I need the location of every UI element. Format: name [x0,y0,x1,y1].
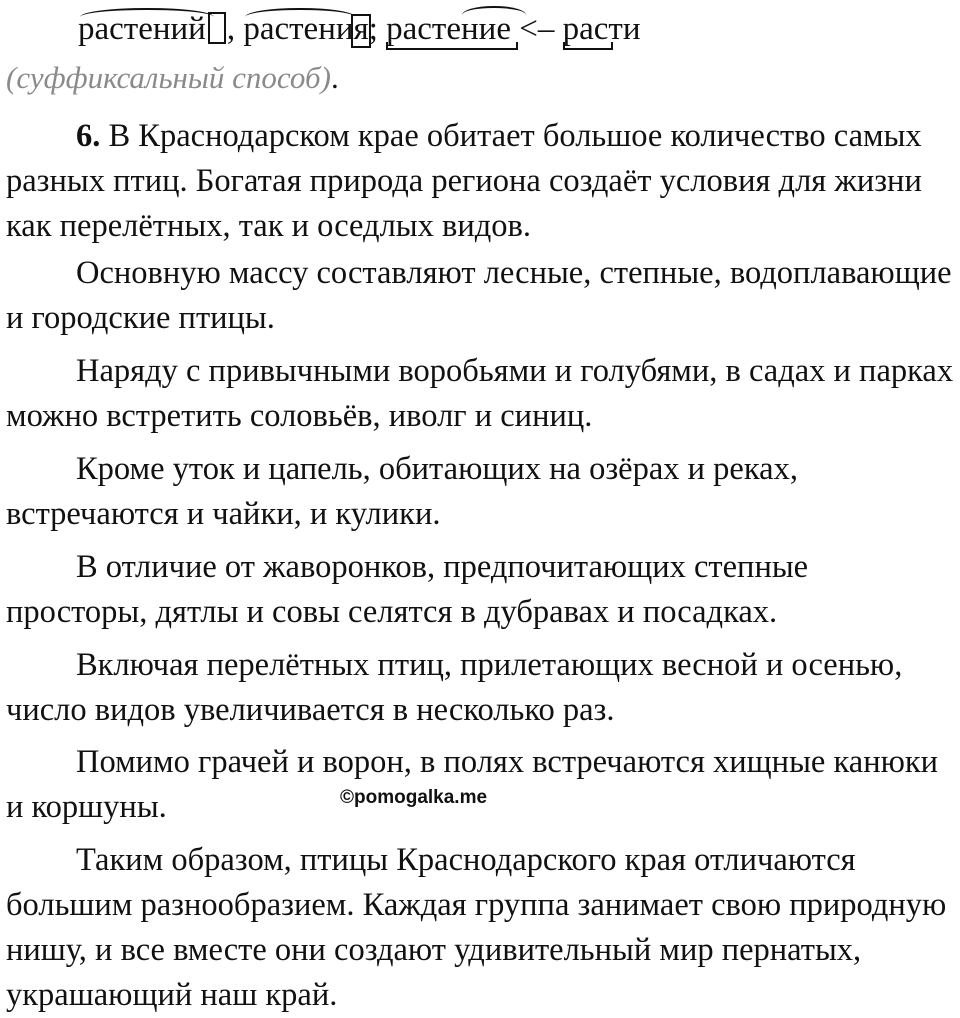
base-underline-icon [386,42,518,50]
base-underline-icon [563,42,613,50]
paragraph-5 [6,545,956,635]
word-rastenie-text: растение [386,11,511,47]
paragraph-6 [6,643,956,733]
task-number: 6. [76,118,101,154]
watermark: ©pomogalka.me [340,787,488,808]
paragraph-3-text: Наряду с привычными воробьями и голубями, в садах и парках можно встретить соловьёв, иволг и синиц. [6,353,954,434]
paragraph-4 [6,447,956,537]
word-rastenie [386,0,511,58]
paragraph-8-text: Таким образом, птицы Краснодарского края отличаются большим разнообразием. Каждая группа занимает свою природную нишу, и все вместе они создают удивительный мир пернатых, украшающий наш край. [6,842,947,1013]
paragraph-4-text: Кроме уток и цапель, обитающих на озёрах и реках, встречаются и чайки, и кулики. [6,451,798,532]
word-rasteniya [243,0,368,58]
semicolon: ; [368,11,378,47]
word-rasteniy [78,0,206,58]
comma-1: , [226,11,236,47]
paragraph-7-text: Помимо грачей и ворон, в полях встречаются хищные канюки и коршуны. [6,744,939,825]
ending-box-icon [351,14,371,48]
paragraph-1 [6,114,956,249]
word-rasteniy-text: растений [78,11,206,47]
word-rasti-text: расти [562,11,641,47]
paragraph-8 [6,838,956,1018]
formation-method-period: . [330,60,339,95]
word-rasti [563,0,641,58]
stem-arc-icon [80,8,214,26]
paragraph-6-text: Включая перелётных птиц, прилетающих весной и осенью, число видов увеличивается в несколько раз. [6,647,903,728]
derivation-arrow: <– [519,11,555,47]
stem-arc-icon [245,8,355,26]
paragraph-3 [6,349,956,439]
paragraph-5-text: В отличие от жаворонков, предпочитающих степные просторы, дятлы и совы селятся в дубравах и посадках. [6,549,809,630]
suffix-caret-icon [462,6,526,24]
paragraph-1-text: В Краснодарском крае обитает большое количество самых разных птиц. Богатая природа региона создаёт условия для жизни как перелётных, так и оседлых видов. [6,118,922,244]
paragraph-2-text: Основную массу составляют лесные, степные, водоплавающие и городские птицы. [6,255,952,336]
morphemic-analysis-line [78,0,878,58]
paragraph-7 [6,740,956,830]
word-rasteniya-text: растения [243,11,369,47]
paragraph-2 [6,251,956,341]
formation-method-text: (суффиксальный способ) [6,60,331,95]
formation-method [6,56,339,100]
